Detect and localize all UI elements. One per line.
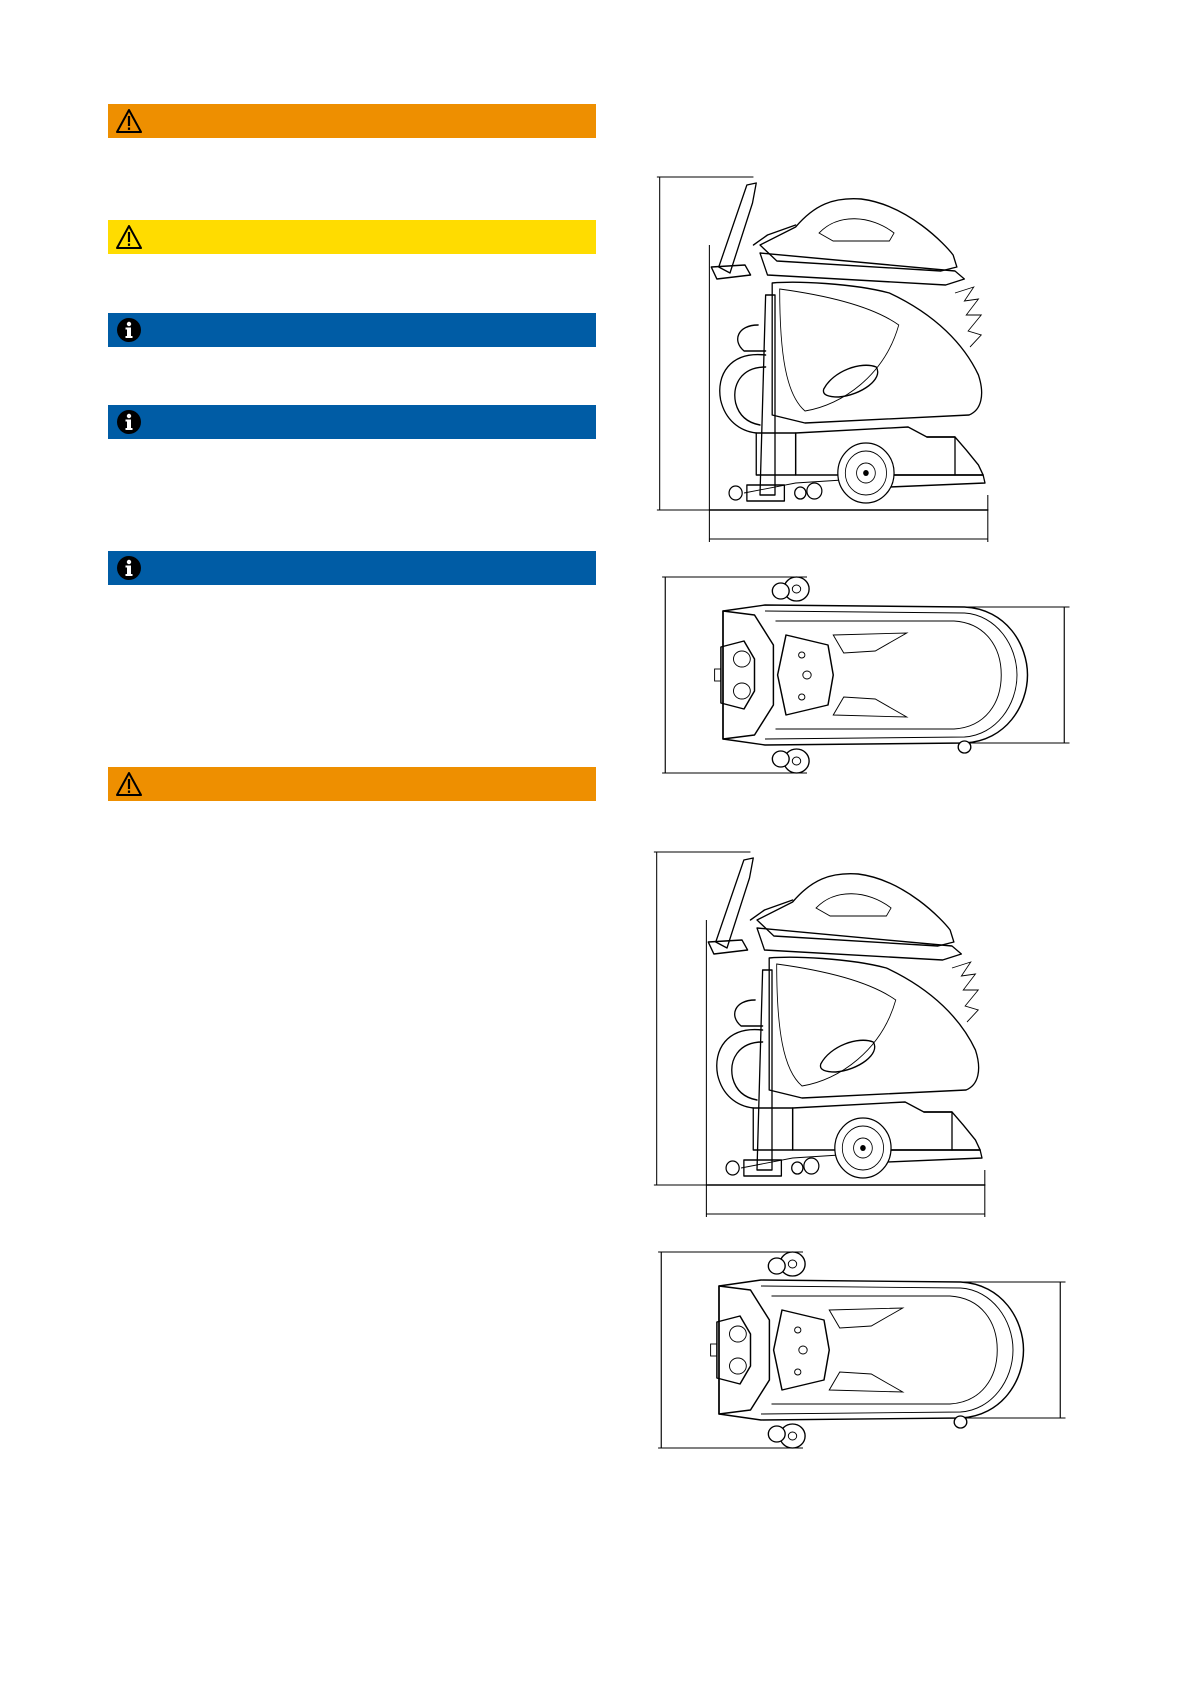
warning-triangle-icon [116,771,142,797]
machine-top-view-drawing [660,575,1080,775]
warning-triangle-icon [116,224,142,250]
warning-notice-bar [108,767,596,801]
info-circle-icon [116,555,142,581]
info-circle-icon [116,317,142,343]
info-notice-bar [108,551,596,585]
warning-triangle-icon [116,108,142,134]
machine-top-view-drawing [656,1250,1076,1450]
machine-side-view-drawing [652,850,1027,1220]
caution-notice-bar [108,220,596,254]
warning-notice-bar [108,104,596,138]
info-notice-bar [108,405,596,439]
info-circle-icon [116,409,142,435]
machine-side-view-drawing [655,175,1030,545]
info-notice-bar [108,313,596,347]
